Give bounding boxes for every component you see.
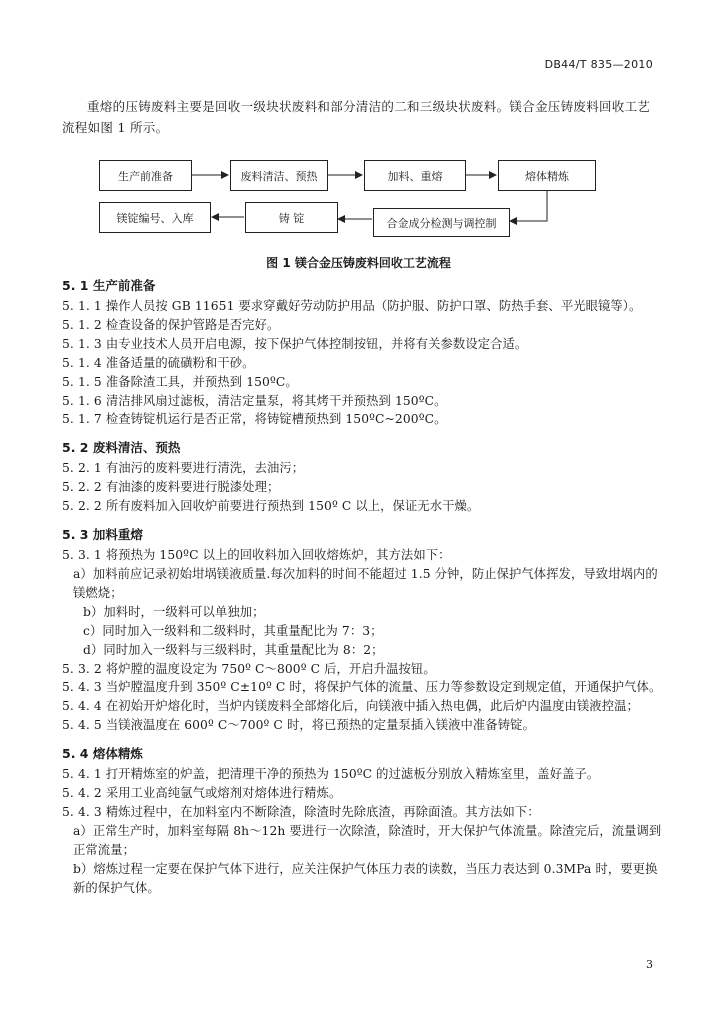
flow-box-charging-remelting: 加料、重熔 — [364, 160, 466, 191]
document-body — [62, 276, 662, 897]
clause-5-2-2: 5. 2. 2 有油漆的废料要进行脱漆处理； — [62, 480, 280, 495]
section-heading-5-4: 5. 4 熔体精炼 — [62, 746, 143, 762]
clause-5-1-2: 5. 1. 2 检查设备的保护管路是否完好。 — [62, 317, 280, 332]
clause-5-3-1: 5. 3. 1 将预热为 150ºC 以上的回收料加入回收熔炼炉，其方法如下： — [62, 548, 451, 563]
clause-5-3-1-d: d）同时加入一级料与三级料时，其重量配比为 8：2； — [83, 642, 384, 657]
intro-paragraph: 重熔的压铸废料主要是回收一级块状废料和部分清洁的二和三级块状废料。镁合金压铸废料回收工艺流程如图 1 所示。 — [62, 99, 651, 135]
clause-5-4-2: 5. 4. 2 采用工业高纯氩气或熔剂对熔体进行精炼。 — [62, 786, 342, 801]
clause-5-2-2b: 5. 2. 2 所有废料加入回收炉前要进行预热到 150º C 以上，保证无水干燥。 — [62, 499, 480, 514]
section-heading-5-2: 5. 2 废料清洁、预热 — [62, 440, 181, 456]
clause-5-4-3-refine: 5. 4. 3 精炼过程中，在加料室内不断除渣，除渣时先除底渣，再除面渣。其方法如下： — [62, 804, 540, 819]
clause-5-4-3-a: a）正常生产时，加料室每隔 8h～12h 要进行一次除渣，除渣时，开大保护气体流量。除渣完后，流量调到正常流量； — [73, 823, 662, 857]
flow-box-ingot-casting: 铸 锭 — [245, 202, 338, 233]
flow-box-melt-refining: 熔体精炼 — [498, 160, 596, 191]
clause-5-3-1-c: c）同时加入一级料和二级料时，其重量配比为 7：3； — [83, 623, 383, 638]
clause-5-3-1-a: a）加料前应记录初始坩埚镁液质量.每次加料的时间不能超过 1.5 分钟，防止保护气体挥发，导致坩埚内的镁燃烧； — [73, 566, 658, 600]
clause-5-1-4: 5. 1. 4 准备适量的硫磺粉和干砂。 — [62, 355, 255, 370]
section-heading-5-3: 5. 3 加料重熔 — [62, 527, 143, 543]
clause-5-3-1-b: b）加料时，一级料可以单独加； — [83, 604, 265, 619]
figure-caption: 图 1 镁合金压铸废料回收工艺流程 — [266, 256, 451, 270]
clause-5-4-4: 5. 4. 4 在初始开炉熔化时，当炉内镁废料全部熔化后，向镁液中插入热电偶，此后炉内温度由镁液控温； — [62, 699, 639, 714]
clause-5-4-3-b: b）熔炼过程一定要在保护气体下进行，应关注保护气体压力表的读数，当压力表达到 0.3MPa 时，要更换新的保护气体。 — [73, 861, 658, 895]
page-number: 3 — [646, 958, 653, 971]
clause-5-1-1: 5. 1. 1 操作人员按 GB 11651 要求穿戴好劳动防护用品（防护服、防护口罩、防热手套、平光眼镜等）。 — [62, 299, 642, 313]
standard-code: DB44/T 835—2010 — [544, 58, 653, 71]
flow-box-alloy-composition-control: 合金成分检测与调控制 — [373, 208, 510, 237]
section-heading-5-1: 5. 1 生产前准备 — [62, 278, 156, 293]
flow-box-ingot-numbering-storage: 镁锭编号、入库 — [99, 202, 211, 233]
clause-5-1-6: 5. 1. 6 清洁排风扇过滤板，清洁定量泵，将其烤干并预热到 150ºC。 — [62, 393, 447, 408]
clause-5-4-3: 5. 4. 3 当炉膛温度升到 350º C±10º C 时，将保护气体的流量、压力等参数设定到规定值，开通保护气体。 — [62, 680, 662, 695]
flow-box-production-prep: 生产前准备 — [99, 160, 192, 191]
clause-5-1-5: 5. 1. 5 准备除渣工具，并预热到 150ºC。 — [62, 374, 298, 389]
clause-5-2-1: 5. 2. 1 有油污的废料要进行清洗，去油污； — [62, 461, 305, 476]
clause-5-3-2: 5. 3. 2 将炉膛的温度设定为 750º C～800º C 后，开启升温按钮。 — [62, 661, 436, 676]
clause-5-1-3: 5. 1. 3 由专业技术人员开启电源，按下保护气体控制按钮，并将有关参数设定合适。 — [62, 336, 528, 351]
flow-box-scrap-cleaning-preheat: 废料清洁、预热 — [230, 160, 328, 191]
clause-5-4-5: 5. 4. 5 当镁液温度在 600º C～700º C 时，将已预热的定量泵插入镁液中准备铸锭。 — [62, 718, 535, 733]
clause-5-4-1: 5. 4. 1 打开精炼室的炉盖，把清理干净的预热为 150ºC 的过滤板分别放入精炼室里，盖好盖子。 — [62, 767, 600, 782]
clause-5-1-7: 5. 1. 7 检查铸锭机运行是否正常，将铸锭槽预热到 150ºC~200ºC。 — [62, 412, 447, 427]
